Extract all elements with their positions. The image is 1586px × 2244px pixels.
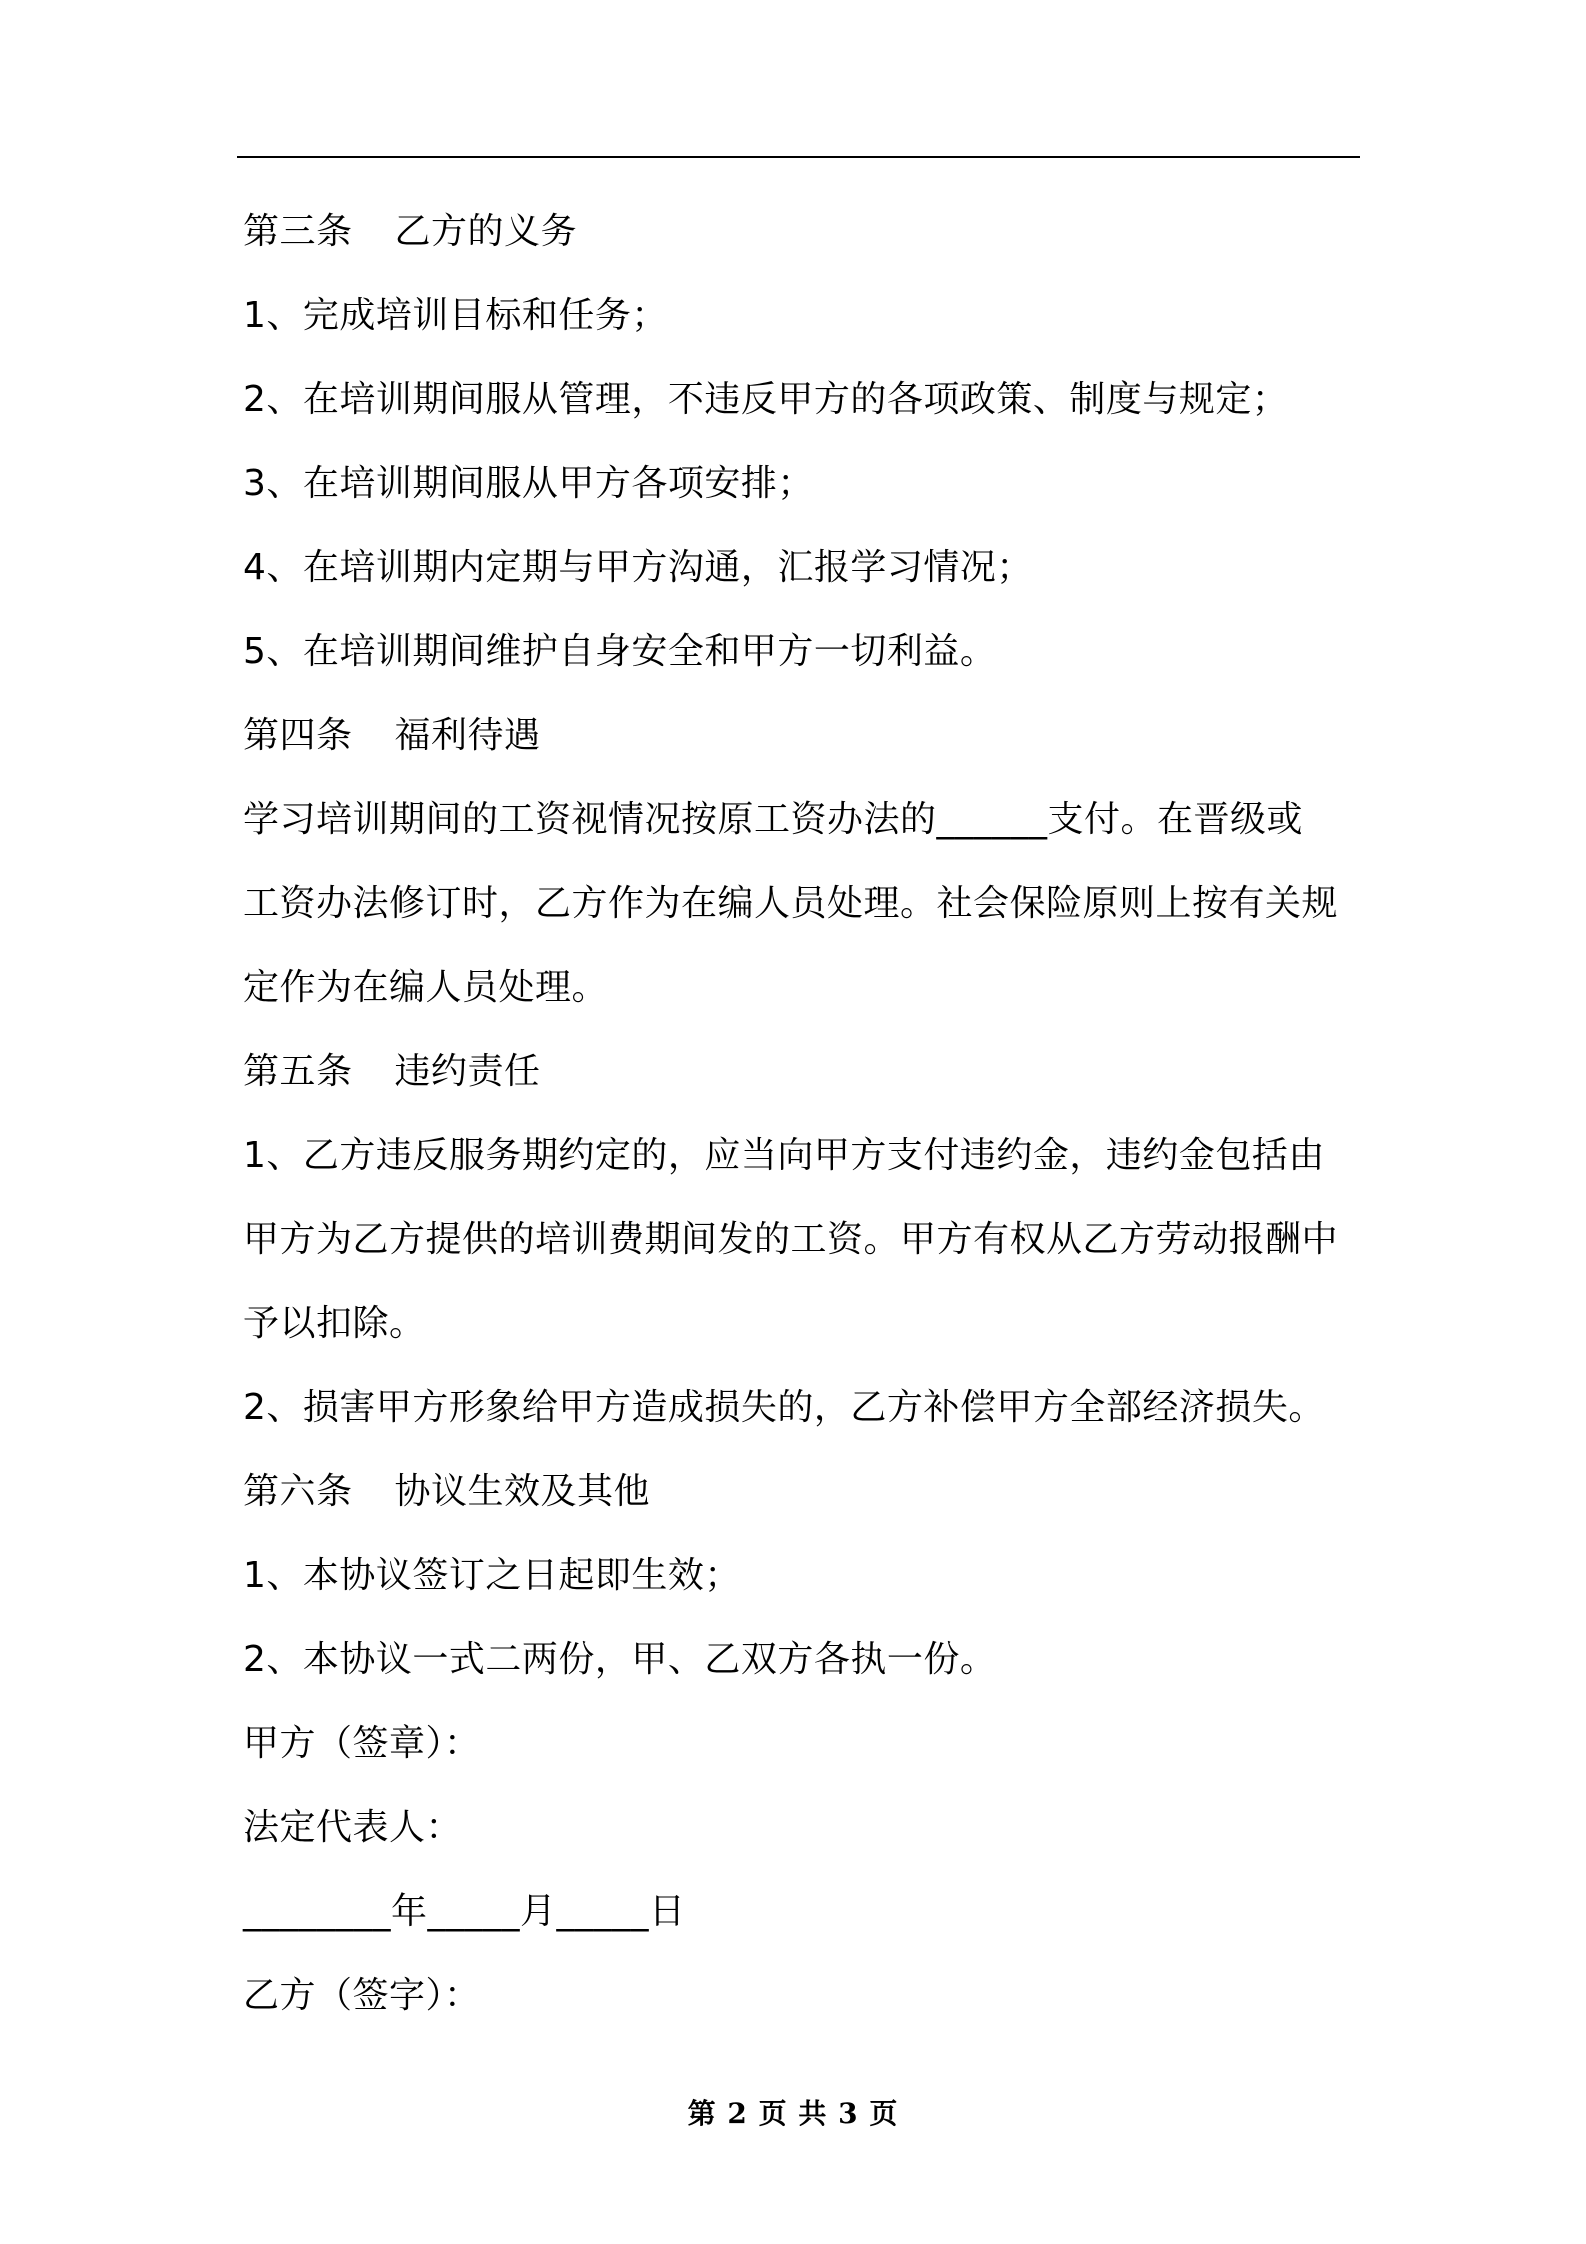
article-title: 违约责任 xyxy=(394,1051,541,1092)
party-a-signature-label: 甲方（签章）： xyxy=(243,1723,481,1764)
paragraph-line: 2、损害甲方形象给甲方造成损失的，乙方补偿甲方全部经济损失。 xyxy=(243,1387,1325,1428)
article-heading xyxy=(243,1450,1360,1534)
paragraph-line: 定作为在编人员处理。 xyxy=(243,967,609,1008)
article-number: 第四条 xyxy=(243,715,353,756)
list-item: 3、在培训期间服从甲方各项安排； xyxy=(243,463,814,504)
date-line: ________年_____月_____日 xyxy=(243,1891,686,1932)
document-body xyxy=(243,190,1360,2038)
paragraph-line: 学习培训期间的工资视情况按原工资办法的______支付。在晋级或 xyxy=(243,799,1304,840)
paragraph-line: 甲方为乙方提供的培训费期间发的工资。甲方有权从乙方劳动报酬中 xyxy=(243,1219,1339,1260)
list-item: 1、完成培训目标和任务； xyxy=(243,295,668,336)
list-item: 4、在培训期内定期与甲方沟通，汇报学习情况； xyxy=(243,547,1033,588)
list-item: 2、在培训期间服从管理，不违反甲方的各项政策、制度与规定； xyxy=(243,379,1289,420)
list-item: 2、本协议一式二两份，甲、乙双方各执一份。 xyxy=(243,1639,997,1680)
paragraph-line: 工资办法修订时，乙方作为在编人员处理。社会保险原则上按有关规 xyxy=(243,883,1339,924)
article-title: 乙方的义务 xyxy=(394,211,578,252)
party-b-signature-label: 乙方（签字）： xyxy=(243,1975,481,2016)
article-number: 第三条 xyxy=(243,211,353,252)
list-item: 5、在培训期间维护自身安全和甲方一切利益。 xyxy=(243,631,997,672)
list-item: 1、本协议签订之日起即生效； xyxy=(243,1555,741,1596)
paragraph-line: 予以扣除。 xyxy=(243,1303,426,1344)
article-heading xyxy=(243,190,1360,274)
article-heading xyxy=(243,1030,1360,1114)
article-number: 第五条 xyxy=(243,1051,353,1092)
page-number: 第 2 页 共 3 页 xyxy=(687,2097,899,2130)
header-rule xyxy=(237,156,1360,158)
article-title: 福利待遇 xyxy=(394,715,541,756)
article-number: 第六条 xyxy=(243,1471,353,1512)
paragraph-line: 1、乙方违反服务期约定的，应当向甲方支付违约金，违约金包括由 xyxy=(243,1135,1325,1176)
legal-representative-label: 法定代表人： xyxy=(243,1807,463,1848)
article-title: 协议生效及其他 xyxy=(394,1471,651,1512)
article-heading xyxy=(243,694,1360,778)
